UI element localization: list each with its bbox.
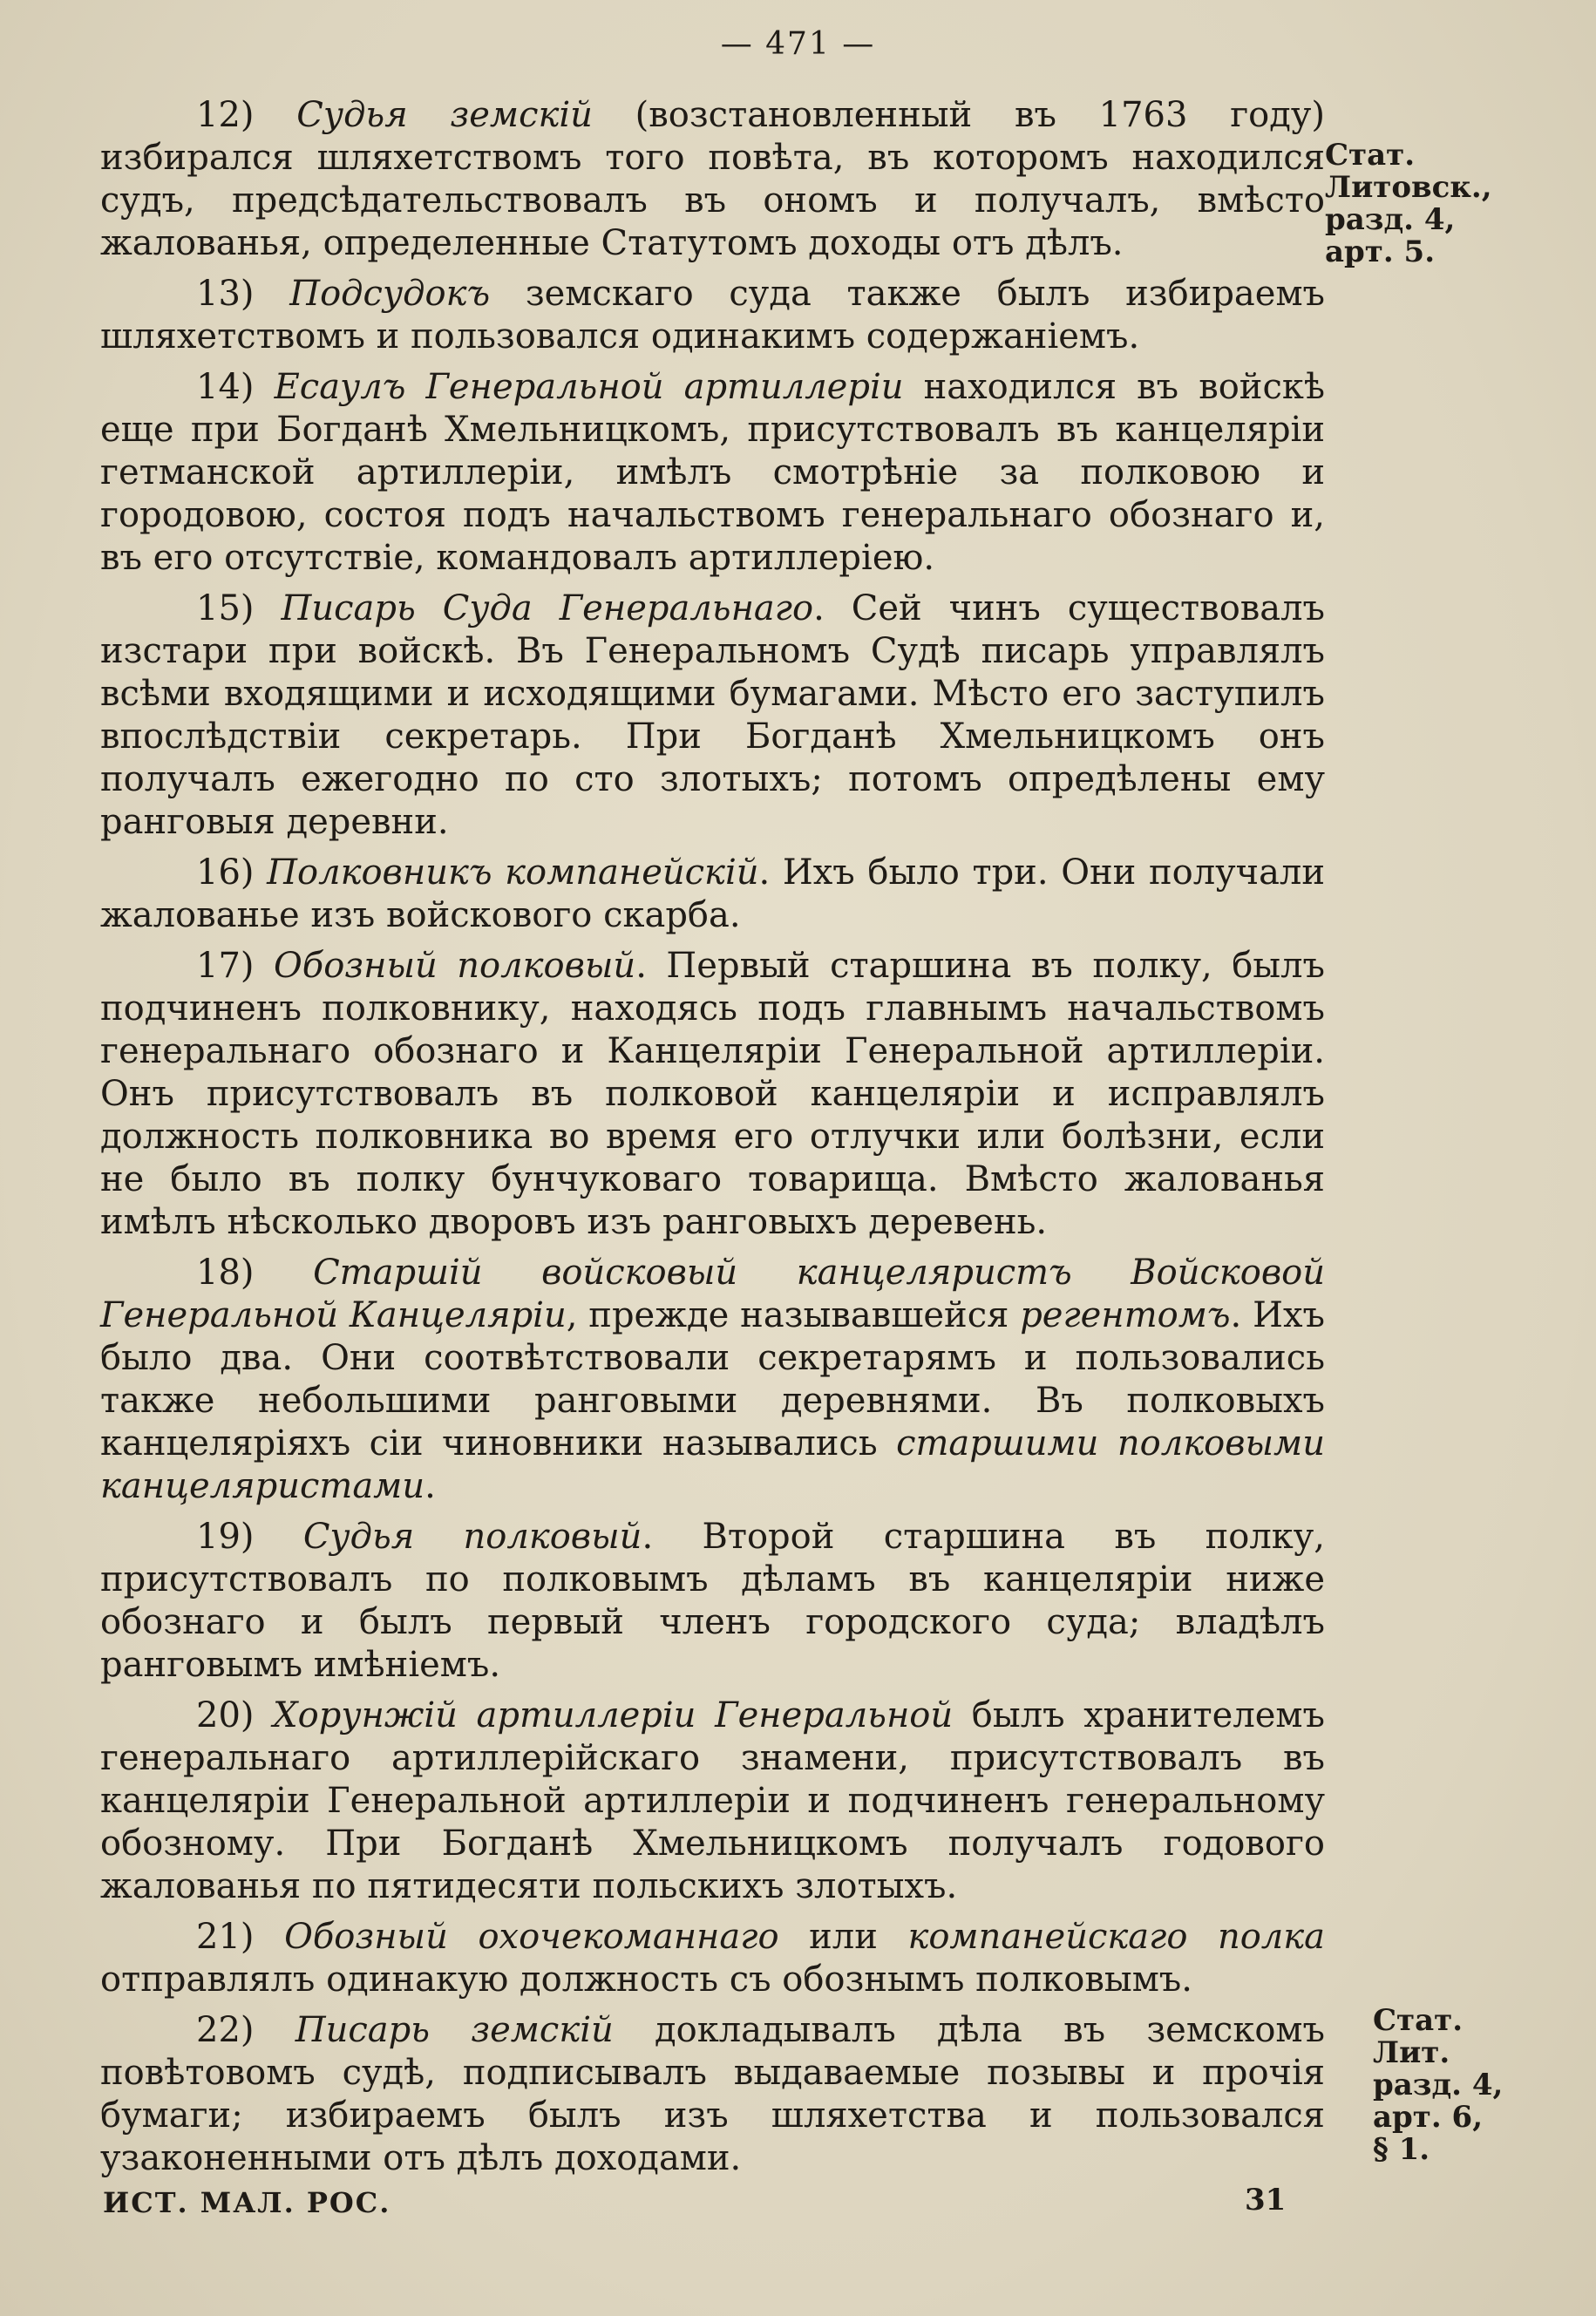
item-text: . Сей чинъ существовалъ изстари при войскѣ. Въ Генеральномъ Судѣ писарь управлялъ всѣми входящими и исходящими бумагами. Мѣсто его заступилъ впослѣдствіи секретарь. При Богданѣ Хмельницкомъ онъ получалъ ежегодно по сто злотыхъ; потомъ опредѣлены ему ранговыя деревни.	[100, 588, 1325, 842]
item-term: Хорунжій артиллеріи Генеральной	[273, 1695, 954, 1735]
sheet-number: 31	[1245, 2183, 1287, 2218]
item-number: 22)	[196, 2010, 255, 2050]
paragraph-17	[100, 945, 1325, 1244]
item-text: земскаго суда также былъ избираемъ шляхетствомъ и пользовался одинакимъ содержаніемъ.	[100, 274, 1326, 357]
item-term-2: компанейскаго полка	[907, 1917, 1326, 1957]
item-term: Обозный полковый	[274, 946, 636, 986]
item-term: Писарь земскій	[295, 2010, 614, 2050]
item-term: Судья земскій	[296, 95, 593, 135]
item-text: . Ихъ было три. Они получали жалованье изъ войскового скарба.	[100, 852, 1325, 935]
paragraph-21	[100, 1916, 1325, 2001]
paragraph-12	[100, 94, 1325, 265]
item-number: 13)	[196, 274, 255, 314]
item-text-2: . Ихъ было два. Они соотвѣтствовали секретарямъ и пользовались также небольшими ранговыми деревнями. Въ полковыхъ канцеляріяхъ сіи чиновники назывались	[100, 1295, 1325, 1464]
item-text: докладывалъ дѣла въ земскомъ повѣтовомъ судѣ, подписывалъ выдаваемые позывы и прочія бумаги; избираемъ былъ изъ шляхетства и пользовался узаконенными отъ дѣлъ доходами.	[100, 2010, 1325, 2178]
item-term-2: регентомъ	[1020, 1295, 1231, 1335]
item-term: Судья полковый	[302, 1517, 642, 1557]
signature-mark: ИСТ. МАЛ. РОС.	[103, 2186, 391, 2219]
item-term: Подсудокъ	[289, 274, 491, 314]
item-text-2: отправлялъ одинакую должность съ обознымъ полковымъ.	[100, 1959, 1192, 2000]
item-number: 20)	[196, 1695, 255, 1735]
item-term-3: старшими полковыми канцеляристами	[100, 1423, 1325, 1506]
item-number: 21)	[196, 1917, 255, 1957]
item-number: 19)	[196, 1517, 255, 1557]
item-term: Обозный охочекоманнаго	[284, 1917, 779, 1957]
item-text: находился въ войскѣ еще при Богданѣ Хмельницкомъ, присутствовалъ въ канцеляріи гетманской артиллеріи, имѣлъ смотрѣніе за полковою и городовою, состоя подъ начальствомъ генеральнаго обознаго и, въ его отсутствіе, командовалъ артиллеріею.	[100, 367, 1325, 578]
margin-note-statute-2: Стат. Лит. разд. 4, арт. 6, § 1.	[1373, 2003, 1504, 2167]
item-number: 14)	[196, 367, 255, 407]
item-text: . Второй старшина въ полку, присутствовалъ по полковымъ дѣламъ въ канцеляріи ниже обознаго и былъ первый членъ городского суда; владѣлъ ранговымъ имѣніемъ.	[100, 1517, 1325, 1685]
item-text: (возстановленный въ 1763 году) избирался шляхетствомъ того повѣта, въ которомъ находился судъ, предсѣдательствовалъ въ ономъ и получалъ, вмѣсто жалованья, определенные Статутомъ доходы отъ дѣлъ.	[100, 95, 1326, 263]
item-text: былъ хранителемъ генеральнаго артиллерійскаго знамени, присутствовалъ въ канцеляріи Генеральной артиллеріи и подчиненъ генеральному обозному. При Богданѣ Хмельницкомъ получалъ годового жалованья по пятидесяти польскихъ злотыхъ.	[100, 1695, 1325, 1906]
paragraph-14	[100, 366, 1325, 580]
paragraph-15	[100, 587, 1325, 844]
paragraph-20	[100, 1695, 1325, 1908]
paragraph-22	[100, 2009, 1325, 2180]
item-number: 15)	[196, 588, 255, 628]
item-term: Старшій войсковый канцеляристъ Войсковой Генеральной Канцеляріи	[100, 1253, 1326, 1335]
paragraph-13	[100, 273, 1325, 358]
page-number: — 471 —	[720, 26, 876, 62]
item-text-3: .	[424, 1466, 436, 1506]
paragraph-18	[100, 1252, 1325, 1508]
item-term: Есаулъ Генеральной артиллеріи	[274, 367, 904, 407]
item-number: 16)	[196, 852, 255, 893]
item-text: , прежде называвшейся	[566, 1295, 1021, 1335]
main-text	[100, 94, 1325, 2188]
margin-note-statute-1: Стат. Литовск., разд. 4, арт. 5.	[1325, 138, 1492, 269]
item-number: 12)	[196, 95, 255, 135]
item-number: 17)	[196, 946, 255, 986]
paragraph-19	[100, 1516, 1325, 1687]
item-text: или	[778, 1917, 908, 1957]
item-number: 18)	[196, 1253, 255, 1293]
item-term: Писарь Суда Генеральнаго	[281, 588, 814, 628]
item-term: Полковникъ компанейскій	[267, 852, 759, 893]
item-text: . Первый старшина въ полку, былъ подчиненъ полковнику, находясь подъ главнымъ начальствомъ генеральнаго обознаго и Канцеляріи Генеральной артиллеріи. Онъ присутствовалъ въ полковой канцеляріи и исправлялъ должность полковника во время его отлучки или болѣзни, если не было въ полку бунчуковаго товарища. Вмѣсто жалованья имѣлъ нѣсколько дворовъ изъ ранговыхъ деревень.	[100, 946, 1326, 1242]
paragraph-16	[100, 852, 1325, 937]
